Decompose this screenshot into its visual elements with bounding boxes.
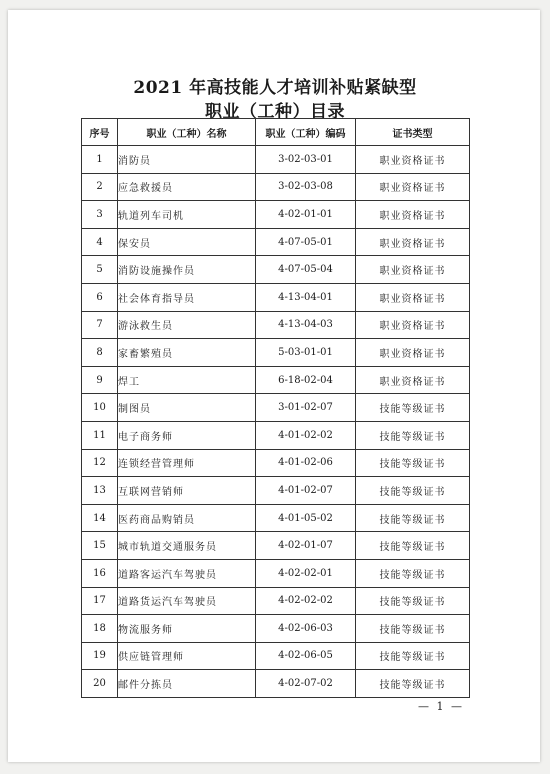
cell-certificate-type: 职业资格证书 [356, 366, 470, 394]
table-row [82, 173, 470, 201]
cell-serial-number: 2 [82, 173, 118, 201]
cell-certificate-type: 技能等级证书 [356, 477, 470, 505]
cell-certificate-type: 技能等级证书 [356, 532, 470, 560]
cell-serial-number: 12 [82, 449, 118, 477]
cell-occupation-name: 消防员 [118, 146, 256, 174]
cell-certificate-type: 技能等级证书 [356, 642, 470, 670]
document-title-line-1: 2021 年高技能人才培训补贴紧缺型 [133, 78, 417, 98]
document-title-line-2: 职业（工种）目录 [205, 102, 345, 122]
table-row [82, 283, 470, 311]
cell-occupation-name: 城市轨道交通服务员 [118, 532, 256, 560]
table-row [82, 394, 470, 422]
cell-serial-number: 10 [82, 394, 118, 422]
cell-serial-number: 7 [82, 311, 118, 339]
cell-certificate-type: 技能等级证书 [356, 394, 470, 422]
table-row [82, 339, 470, 367]
cell-serial-number: 15 [82, 532, 118, 560]
cell-occupation-name: 轨道列车司机 [118, 201, 256, 229]
cell-serial-number: 19 [82, 642, 118, 670]
cell-serial-number: 14 [82, 504, 118, 532]
cell-serial-number: 1 [82, 146, 118, 174]
cell-occupation-code: 5-03-01-01 [256, 339, 356, 367]
cell-serial-number: 3 [82, 201, 118, 229]
cell-occupation-code: 3-02-03-08 [256, 173, 356, 201]
cell-certificate-type: 职业资格证书 [356, 339, 470, 367]
cell-occupation-code: 4-02-01-01 [256, 201, 356, 229]
table-row [82, 642, 470, 670]
cell-occupation-code: 4-02-06-05 [256, 642, 356, 670]
cell-occupation-code: 4-02-02-01 [256, 559, 356, 587]
cell-occupation-name: 互联网营销师 [118, 477, 256, 505]
cell-occupation-name: 游泳救生员 [118, 311, 256, 339]
column-header-occupation-code: 职业（工种）编码 [256, 119, 356, 146]
cell-occupation-name: 焊工 [118, 366, 256, 394]
cell-occupation-code: 4-01-02-06 [256, 449, 356, 477]
column-header-occupation-name: 职业（工种）名称 [118, 119, 256, 146]
cell-occupation-name: 物流服务师 [118, 615, 256, 643]
cell-serial-number: 17 [82, 587, 118, 615]
cell-certificate-type: 技能等级证书 [356, 504, 470, 532]
table-row [82, 256, 470, 284]
cell-certificate-type: 技能等级证书 [356, 421, 470, 449]
cell-occupation-code: 3-02-03-01 [256, 146, 356, 174]
table-row [82, 366, 470, 394]
cell-serial-number: 8 [82, 339, 118, 367]
cell-occupation-code: 4-01-02-02 [256, 421, 356, 449]
cell-certificate-type: 技能等级证书 [356, 615, 470, 643]
cell-occupation-name: 家畜繁殖员 [118, 339, 256, 367]
cell-serial-number: 18 [82, 615, 118, 643]
cell-occupation-name: 医药商品购销员 [118, 504, 256, 532]
cell-serial-number: 4 [82, 228, 118, 256]
cell-certificate-type: 技能等级证书 [356, 670, 470, 698]
cell-occupation-name: 制图员 [118, 394, 256, 422]
occupation-catalog-table [81, 118, 470, 698]
table-body [82, 146, 470, 698]
cell-occupation-code: 4-13-04-01 [256, 283, 356, 311]
cell-occupation-code: 4-02-02-02 [256, 587, 356, 615]
page-number: — 1 — [418, 700, 464, 713]
table-row [82, 670, 470, 698]
cell-certificate-type: 职业资格证书 [356, 256, 470, 284]
table-row [82, 449, 470, 477]
cell-certificate-type: 职业资格证书 [356, 311, 470, 339]
table-row [82, 311, 470, 339]
cell-occupation-name: 道路客运汽车驾驶员 [118, 559, 256, 587]
cell-certificate-type: 职业资格证书 [356, 283, 470, 311]
cell-serial-number: 13 [82, 477, 118, 505]
table-row [82, 228, 470, 256]
cell-serial-number: 9 [82, 366, 118, 394]
table-header [82, 119, 470, 146]
cell-occupation-code: 4-07-05-01 [256, 228, 356, 256]
cell-occupation-code: 4-13-04-03 [256, 311, 356, 339]
cell-occupation-code: 4-02-06-03 [256, 615, 356, 643]
table-row [82, 421, 470, 449]
cell-occupation-code: 4-02-07-02 [256, 670, 356, 698]
cell-serial-number: 16 [82, 559, 118, 587]
cell-occupation-code: 4-07-05-04 [256, 256, 356, 284]
cell-occupation-code: 4-01-05-02 [256, 504, 356, 532]
cell-serial-number: 20 [82, 670, 118, 698]
column-header-serial: 序号 [82, 119, 118, 146]
table-row [82, 146, 470, 174]
cell-occupation-code: 4-01-02-07 [256, 477, 356, 505]
cell-occupation-name: 连锁经营管理师 [118, 449, 256, 477]
cell-serial-number: 6 [82, 283, 118, 311]
table-row [82, 532, 470, 560]
cell-occupation-name: 邮件分拣员 [118, 670, 256, 698]
table-header-row [82, 119, 470, 146]
cell-serial-number: 5 [82, 256, 118, 284]
cell-occupation-name: 社会体育指导员 [118, 283, 256, 311]
table-row [82, 559, 470, 587]
cell-occupation-name: 供应链管理师 [118, 642, 256, 670]
cell-occupation-name: 道路货运汽车驾驶员 [118, 587, 256, 615]
cell-certificate-type: 职业资格证书 [356, 146, 470, 174]
column-header-certificate-type: 证书类型 [356, 119, 470, 146]
table-row [82, 615, 470, 643]
cell-certificate-type: 技能等级证书 [356, 587, 470, 615]
cell-occupation-code: 3-01-02-07 [256, 394, 356, 422]
cell-occupation-name: 消防设施操作员 [118, 256, 256, 284]
cell-occupation-name: 应急救援员 [118, 173, 256, 201]
cell-certificate-type: 职业资格证书 [356, 228, 470, 256]
cell-certificate-type: 职业资格证书 [356, 173, 470, 201]
cell-serial-number: 11 [82, 421, 118, 449]
cell-certificate-type: 技能等级证书 [356, 559, 470, 587]
table-row [82, 477, 470, 505]
cell-occupation-code: 4-02-01-07 [256, 532, 356, 560]
cell-certificate-type: 技能等级证书 [356, 449, 470, 477]
cell-certificate-type: 职业资格证书 [356, 201, 470, 229]
cell-occupation-code: 6-18-02-04 [256, 366, 356, 394]
table-row [82, 504, 470, 532]
cell-occupation-name: 电子商务师 [118, 421, 256, 449]
table-row [82, 587, 470, 615]
cell-occupation-name: 保安员 [118, 228, 256, 256]
table-row [82, 201, 470, 229]
